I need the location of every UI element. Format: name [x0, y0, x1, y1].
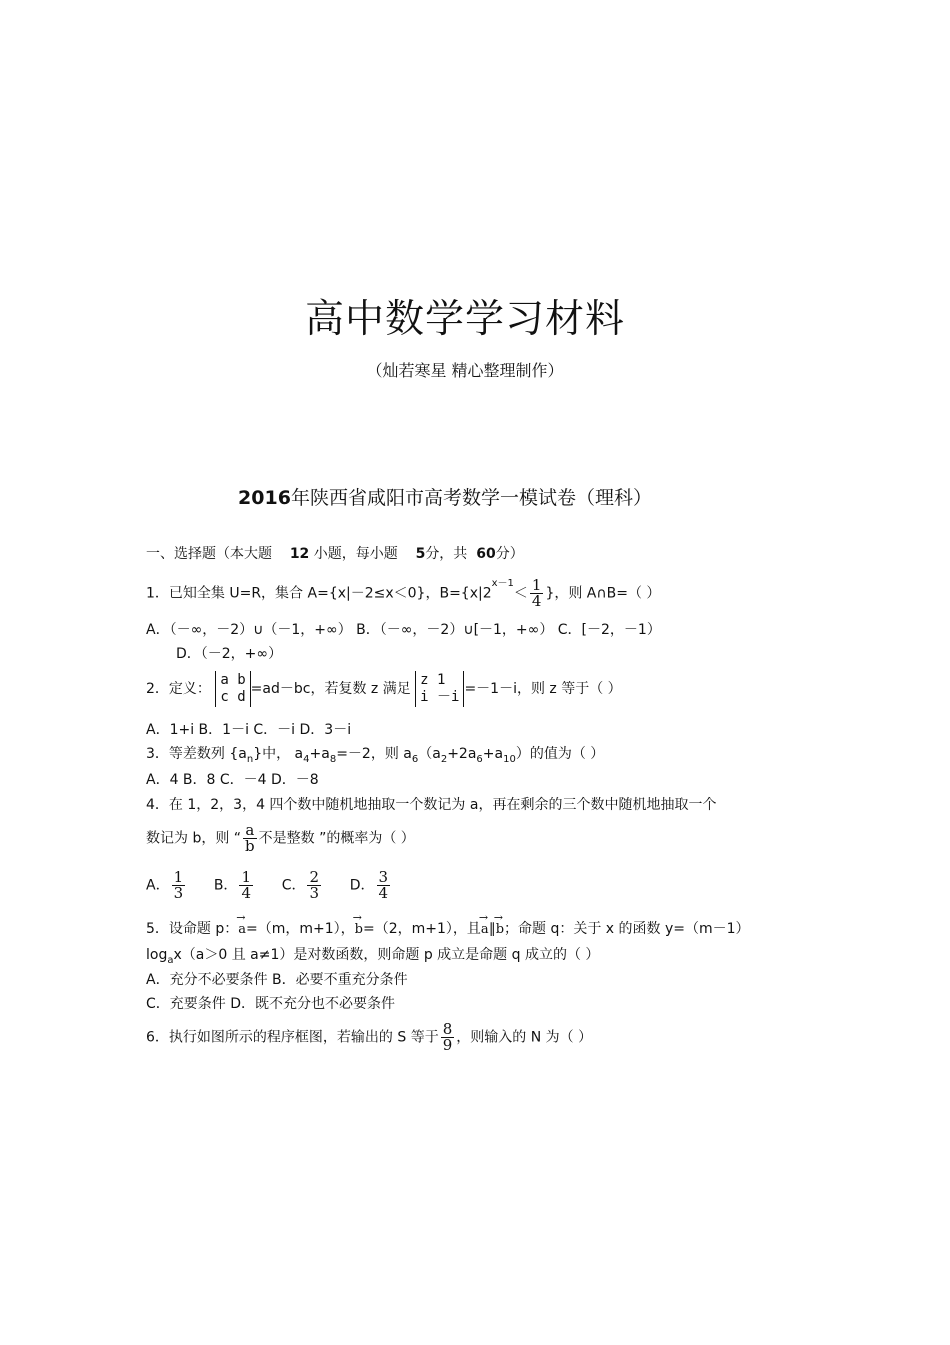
q2-mat1-row2: c d — [220, 689, 246, 705]
section-end: 分） — [495, 546, 524, 562]
q4-frac-numerator: a — [243, 823, 257, 839]
q4-frac-denominator: b — [245, 837, 255, 855]
q4-line1: 4．在 1，2，3，4 四个数中随机地抽取一个数记为 a，再在剩余的三个数中随机地抽取一个 — [146, 797, 717, 813]
section-total: 60 — [476, 546, 496, 562]
q2-mid: =ad－bc，若复数 z 满足 — [250, 681, 411, 697]
section-mid2: 分，共 — [425, 546, 468, 562]
section-heading — [146, 545, 524, 563]
q5-options-cd: C．充要条件 D．既不充分也不必要条件 — [146, 996, 396, 1012]
q2-determinant-2 — [415, 671, 464, 707]
q4-opt-d-label: D． — [349, 877, 375, 894]
q4-opt-a-frac — [172, 870, 186, 901]
q4-opt-c-num: 2 — [309, 868, 320, 886]
q3-p3: +a — [482, 746, 504, 762]
exam-title-text: 年陕西省咸阳市高考数学一模试卷（理科） — [290, 487, 652, 509]
q3-tail: ）的值为（ ） — [515, 746, 605, 762]
q6-frac-numerator: 8 — [442, 1020, 453, 1038]
q5-l1b: =（m，m+1）， — [246, 921, 355, 937]
question-6 — [146, 1022, 592, 1053]
q4-opt-b-label: B． — [213, 877, 238, 894]
q3-sub-10: 10 — [503, 753, 516, 765]
q4-opt-a-den: 3 — [173, 884, 184, 902]
q3-plus: +a — [309, 746, 330, 762]
q5-l1a: 5．设命题 p： — [146, 921, 239, 937]
q3-sub-6b: 6 — [476, 753, 483, 765]
q1-frac-denominator: 4 — [531, 592, 542, 610]
q2-stem: 2．定义： — [146, 681, 211, 697]
q5-l2b: x（a＞0 且 a≠1）是对数函数，则命题 p 成立是命题 q 成立的（ ） — [173, 947, 600, 963]
section-count: 12 — [289, 546, 310, 562]
q5-l2-sub: a — [167, 954, 174, 966]
q4-opt-c-label: C． — [281, 877, 306, 894]
q4-opt-d-num: 3 — [378, 868, 389, 886]
q6-tail: ，则输入的 N 为（ ） — [456, 1029, 593, 1046]
q5-options-ab: A．充分不必要条件 B．必要不重充分条件 — [146, 972, 408, 988]
q4-line2 — [146, 823, 415, 854]
section-points: 5 — [415, 546, 426, 562]
section-label: 一、选择题（本大题 — [146, 546, 272, 562]
q3-stem2: }中， a — [253, 746, 304, 762]
q5-line1 — [146, 920, 750, 939]
q6-fraction — [441, 1022, 455, 1053]
q1-lt: ＜ — [513, 585, 528, 602]
q4-opt-b-num: 1 — [241, 868, 251, 886]
section-mid: 小题，每小题 — [313, 546, 398, 562]
q4-opt-c-frac — [307, 870, 321, 901]
q2-mat1-row1: a b — [220, 672, 246, 688]
q4-opt-a-num: 1 — [173, 868, 184, 886]
q3-stem3: =－2，则 a — [336, 746, 412, 762]
q3-sub-8: 8 — [329, 753, 337, 765]
q4-line2b: 不是整数 ”的概率为（ ） — [258, 830, 415, 847]
exam-year: 2016 — [238, 487, 291, 509]
q4-line2a: 数记为 b，则 “ — [146, 830, 242, 847]
page-title: 高中数学学习材料 — [304, 297, 625, 342]
q5-vector-a: → a — [238, 921, 246, 939]
q3-sub-4: 4 — [303, 753, 310, 765]
q3-sub-n: n — [246, 753, 254, 765]
q3-sub-2: 2 — [440, 753, 448, 765]
q2-tail: =－1－i，则 z 等于（ ） — [464, 681, 622, 697]
q3-options: A．4 B．8 C．－4 D．－8 — [146, 772, 319, 788]
q1-fraction — [530, 578, 544, 609]
q4-fraction — [243, 823, 257, 854]
q4-opt-b-den: 4 — [241, 884, 251, 902]
q5-l1e: ；命题 q：关于 x 的函数 y=（m－1） — [504, 921, 750, 937]
exam-title — [0, 483, 890, 510]
q4-opt-b-frac — [239, 870, 253, 901]
q5-l2a: log — [146, 947, 168, 963]
q6-frac-denominator: 9 — [442, 1036, 453, 1054]
q5-vector-a2: → a — [481, 921, 489, 939]
q4-opt-c-den: 3 — [309, 884, 320, 902]
q4-opt-a-label: A． — [146, 877, 170, 894]
page-subtitle: （灿若寒星 精心整理制作） — [366, 361, 564, 380]
q6-stem: 6．执行如图所示的程序框图，若输出的 S 等于 — [146, 1029, 439, 1046]
q2-mat2-row2: i －i — [420, 689, 460, 705]
q3-stem: 3．等差数列 {a — [146, 746, 247, 762]
question-3 — [146, 745, 604, 769]
q1-options-abc: A．（－∞，－2）∪（－1，+∞） B．（－∞，－2）∪[－1，+∞） C．[－2，－1） — [146, 622, 661, 638]
q1-exponent: x－1 — [491, 577, 514, 589]
q5-l1d: ∥ — [488, 921, 496, 937]
q3-paren: （a — [418, 746, 441, 762]
q1-frac-numerator: 1 — [531, 576, 542, 594]
q2-options: A．1+i B．1－i C．－i D．3－i — [146, 722, 352, 738]
q1-tail: }，则 A∩B=（ ） — [545, 585, 661, 602]
q4-opt-d-den: 4 — [378, 884, 389, 902]
q1-option-d: D．（－2，+∞） — [176, 646, 283, 662]
q3-sub-6: 6 — [411, 753, 419, 765]
q5-l1c: =（2，m+1），且 — [363, 921, 481, 937]
q4-options — [146, 870, 392, 901]
q1-stem: 1．已知全集 U=R，集合 A={x|－2≤x＜0}，B={x|2 — [146, 585, 492, 602]
q2-determinant-1 — [215, 671, 250, 707]
q2-mat2-row1: z 1 — [420, 672, 446, 688]
q5-vector-b2: → b — [496, 921, 504, 939]
question-2 — [146, 671, 622, 707]
q5-line2 — [146, 946, 599, 970]
q3-p2: +2a — [447, 746, 477, 762]
q5-vector-b: → b — [355, 921, 363, 939]
q4-opt-d-frac — [377, 870, 391, 901]
question-1 — [146, 578, 660, 609]
